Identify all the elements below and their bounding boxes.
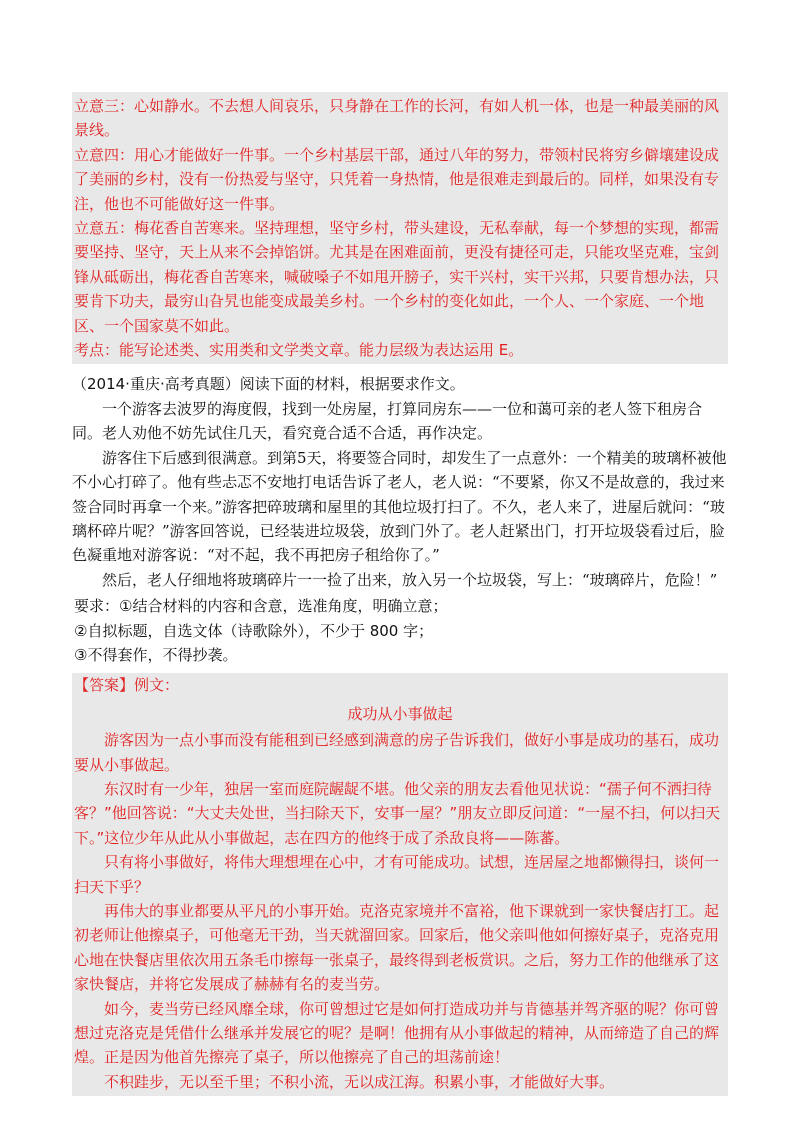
question-block <box>72 372 728 667</box>
material-paragraph-1: 一个游客去波罗的海度假，找到一处房屋，打算同房东——一位和蔼可亲的老人签下租房合同。老人劝他不妨先试住几天，看究竟合适不合适，再作决定。 <box>72 399 703 443</box>
lyi-3: 立意三：心如静水。不去想人间哀乐，只身静在工作的长河，有如人机一体，也是一种最美丽的风景线。 <box>74 97 720 140</box>
answer-continuation-block <box>72 92 728 364</box>
material-paragraph-2: 游客住下后感到很满意。到第5天，将要签合同时，却发生了一点意外：一个精美的玻璃杯被他不小心打碎了。他有些忐忑不安地打电话告诉了老人，老人说：“不要紧，你又不是故意的，我过来签合同时再拿一个来。”游客把碎玻璃和屋里的其他垃圾打扫了。不久，老人来了，进屋后就问：“玻璃杯碎片呢？”游客回答说，已经装进垃圾袋，放到门外了。老人赶紧出门，打开垃圾袋看过后，脸色凝重地对游客说：“对不起，我不再把房子租给你了。” <box>72 448 727 565</box>
requirement-3: ③不得套作，不得抄袭。 <box>74 645 238 664</box>
lyi-5: 立意五：梅花香自苦寒来。坚持理想，坚守乡村，带头建设，无私奉献，每一个梦想的实现，都需要坚持、坚守，天上从来不会掉馅饼。尤其是在困难面前，更没有捷径可走，只能攻坚克难，宝剑锋从砥砺出，梅花香自苦寒来，喊破嗓子不如甩开膀子，实干兴村，实干兴邦，只要肯想办法，只要肯下功夫，最穷山旮旯也能变成最美乡村。一个乡村的变化如此，一个人、一个家庭、一个地区、一个国家莫不如此。 <box>74 219 720 335</box>
essay-paragraph-6: 不积跬步，无以至千里；不积小流，无以成江海。积累小事，才能做好大事。 <box>104 1072 615 1091</box>
essay-paragraph-4: 再伟大的事业都要从平凡的小事开始。克洛克家境并不富裕，他下课就到一家快餐店打工。起初老师让他擦桌子，可他毫无干劲，当天就溜回家。回家后，他父亲叫他如何擦好桌子，克洛克用心地在快餐店里依次用五条毛巾擦每一张桌子，最终得到老板赏识。之后，努力工作的他继承了这家快餐店，并将它发展成了赫赫有名的麦当劳。 <box>74 902 720 994</box>
essay-paragraph-3: 只有将小事做好，将伟大理想埋在心中，才有可能成功。试想，连居屋之地都懒得扫，谈何一扫天下乎？ <box>74 853 720 896</box>
lyi-4: 立意四：用心才能做好一件事。一个乡村基层干部，通过八年的努力，带领村民将穷乡僻壤建设成了美丽的乡村，没有一份热爱与坚守，只凭着一身热情，他是很难走到最后的。同样，如果没有专注，他也不可能做好这一件事。 <box>74 145 720 213</box>
model-essay <box>72 698 728 1097</box>
essay-title: 成功从小事做起 <box>347 704 453 723</box>
document-page <box>72 92 728 1096</box>
question-intro: （2014·重庆·高考真题）阅读下面的材料，根据要求作文。 <box>72 375 465 394</box>
essay-paragraph-2: 东汉时有一少年，独居一室而庭院龌龊不堪。他父亲的朋友去看他见状说：“孺子何不洒扫待客？”他回答说：“大丈夫处世，当扫除天下，安事一屋？”朋友立即反问道：“一屋不扫，何以扫天下。”这位少年从此从小事做起，志在四方的他终于成了杀敌良将——陈蕃。 <box>74 779 721 847</box>
material-paragraph-3: 然后，老人仔细地将玻璃碎片一一捡了出来，放入另一个垃圾袋，写上：“玻璃碎片，危险！” <box>102 570 718 589</box>
requirement-2: ②自拟标题，自选文体（诗歌除外），不少于 800 字； <box>74 621 434 640</box>
requirement-1: 要求：①结合材料的内容和含意，选准角度，明确立意； <box>74 597 448 616</box>
answer-label-row <box>72 673 728 697</box>
answer-label: 【答案】例文： <box>74 676 180 695</box>
essay-paragraph-5: 如今，麦当劳已经风靡全球，你可曾想过它是如何打造成功并与肯德基并驾齐驱的呢？你可曾想过克洛克是凭借什么继承并发展它的呢？是啊！他拥有从小事做起的精神，从而缔造了自己的辉煌。正是因为他首先擦亮了桌子，所以他擦亮了自己的坦荡前途！ <box>74 999 720 1067</box>
essay-paragraph-1: 游客因为一点小事而没有能租到已经感到满意的房子告诉我们，做好小事是成功的基石，成功要从小事做起。 <box>74 731 720 774</box>
kaodian-line: 考点：能写论述类、实用类和文学类文章。能力层级为表达运用 E。 <box>74 341 524 360</box>
